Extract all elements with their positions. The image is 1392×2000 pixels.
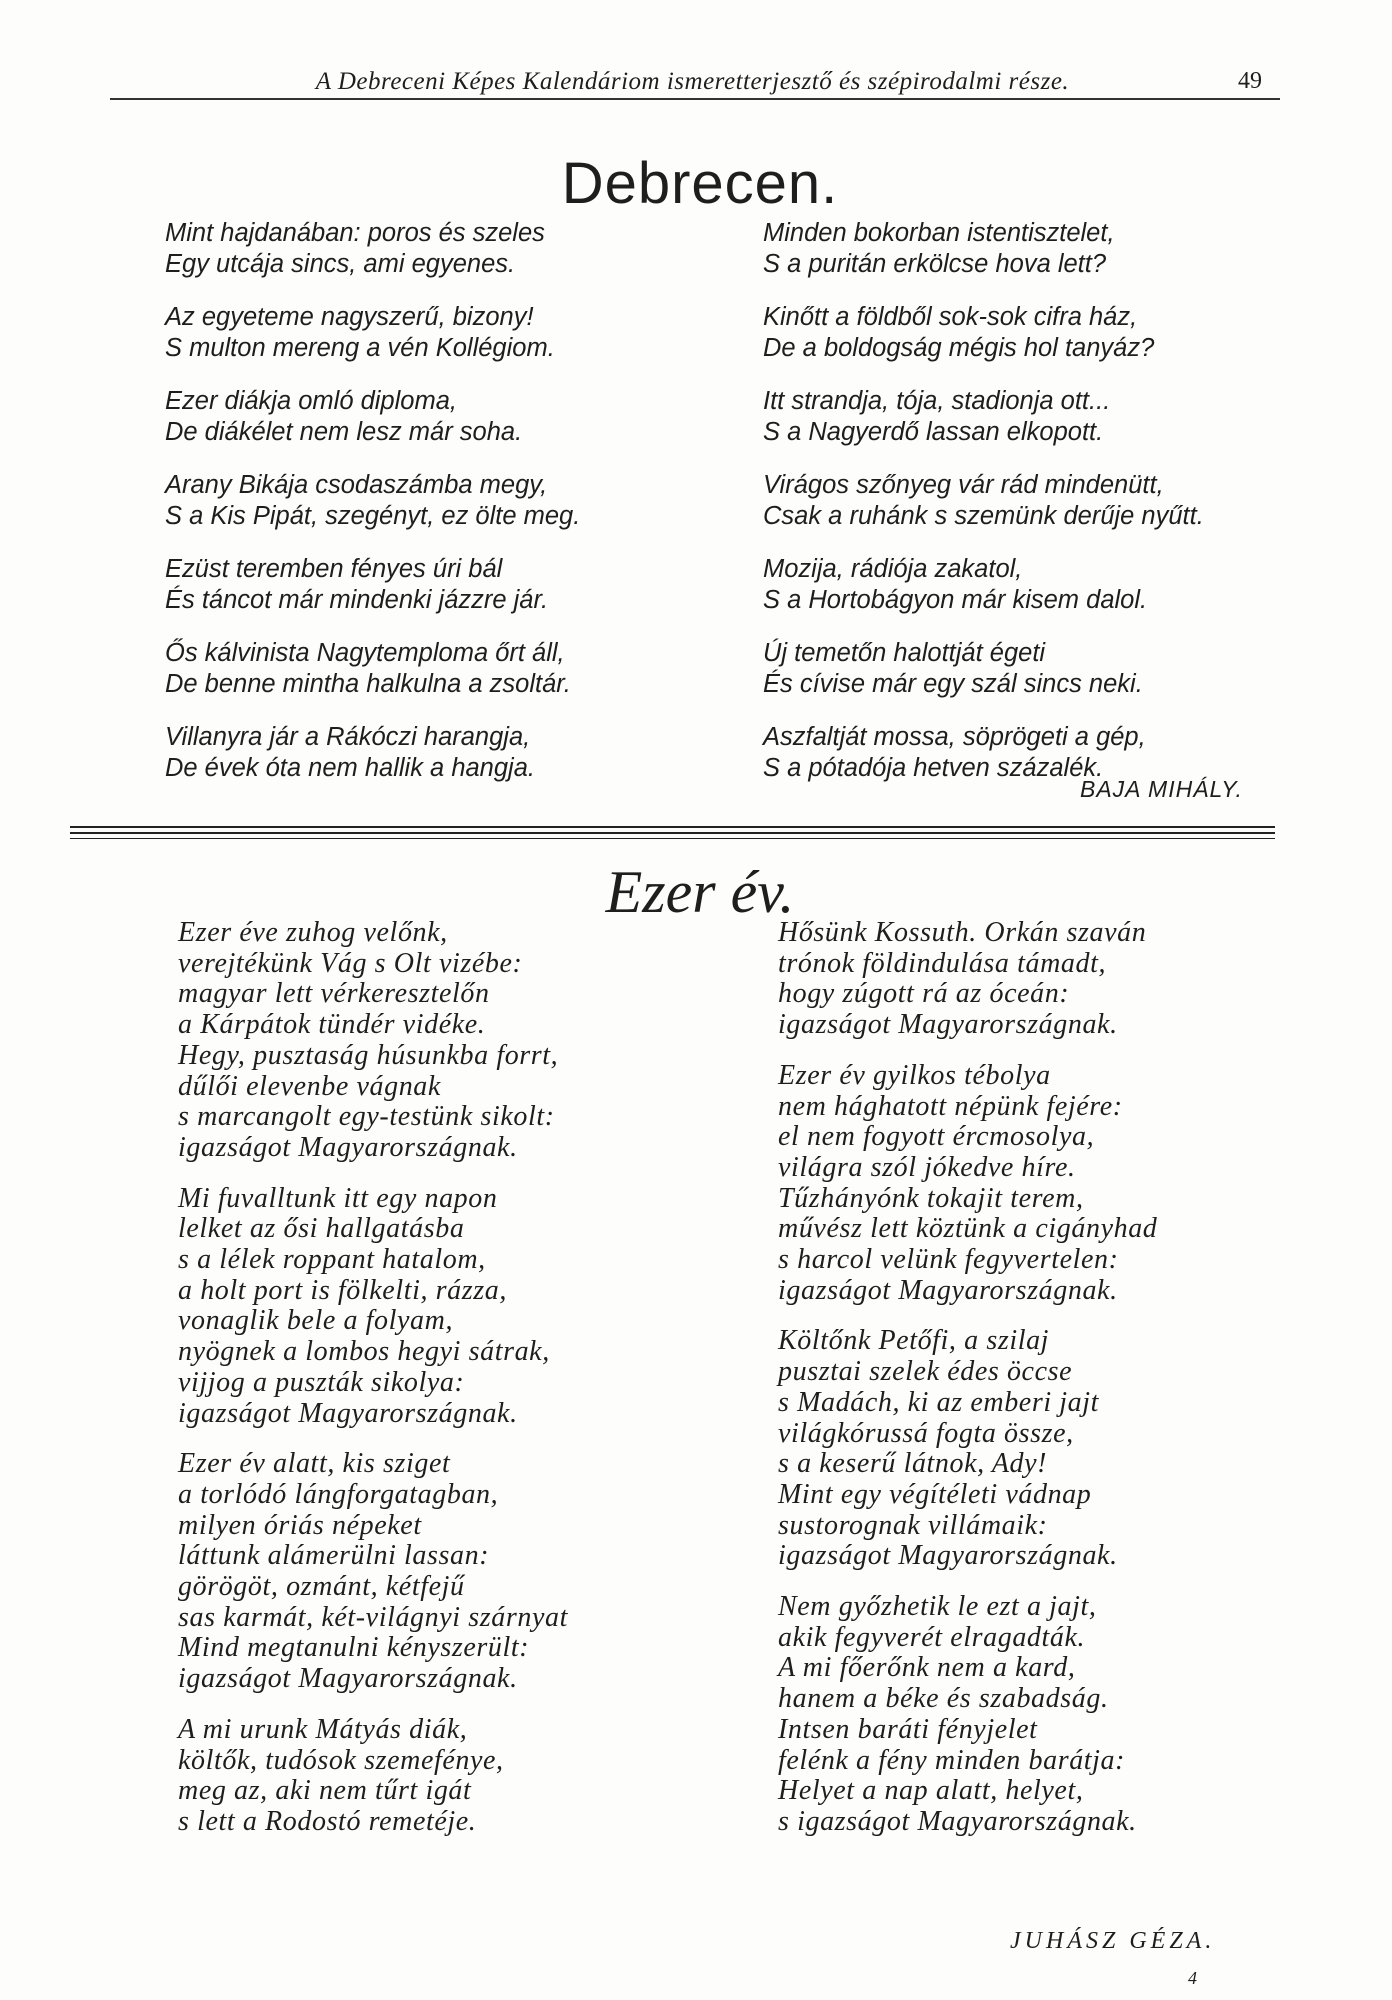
poem-line: S a pótadója hetven százalék.	[763, 754, 1104, 782]
poem-line: világra szól jókedve híre.	[778, 1151, 1076, 1183]
poem-line: Mind megtanulni kényszerült:	[178, 1632, 530, 1664]
poem-line: Költőnk Petőfi, a szilaj	[778, 1325, 1050, 1357]
poem-line: s igazságot Magyarországnak.	[778, 1805, 1137, 1837]
poem-line: nyögnek a lombos hegyi sátrak,	[178, 1336, 550, 1368]
poem-line: a holt port is fölkelti, rázza,	[178, 1274, 507, 1306]
poem-line: sustorognak villámaik:	[778, 1509, 1048, 1541]
poem-line: S a Kis Pipát, szegényt, ez ölte meg.	[165, 502, 581, 530]
poem-line: Mi fuvalltunk itt egy napon	[178, 1182, 498, 1214]
poem-line: Hegy, pusztaság húsunkba forrt,	[178, 1039, 559, 1071]
poem-line: költők, tudósok szemefénye,	[178, 1744, 504, 1776]
poem-line: akik fegyverét elragadták.	[778, 1621, 1086, 1653]
poem-line: De évek óta nem hallik a hangja.	[165, 754, 535, 782]
poem-line: Mint hajdanában: poros és szeles	[165, 219, 545, 247]
poem-line: a Kárpátok tündér vidéke.	[178, 1009, 486, 1041]
poem-line: Itt strandja, tója, stadionja ott...	[763, 387, 1111, 415]
poem-line: Arany Bikája csodaszámba megy,	[165, 471, 548, 499]
poem-line: Tűzhányónk tokajit terem,	[778, 1182, 1084, 1214]
stanza	[178, 918, 698, 1164]
stanza	[165, 302, 635, 364]
stanza	[165, 638, 635, 700]
poem-line: világkórussá fogta össze,	[778, 1417, 1074, 1449]
poem-line: hogy zúgott rá az óceán:	[778, 978, 1070, 1010]
poem-line: A mi urunk Mátyás diák,	[178, 1713, 468, 1745]
poem-line: művész lett köztünk a cigányhad	[778, 1213, 1158, 1245]
poem-line: igazságot Magyarországnak.	[178, 1397, 518, 1429]
poem-line: De benne mintha halkulna a zsoltár.	[165, 670, 571, 698]
poem-line: Mozija, rádiója zakatol,	[763, 555, 1023, 583]
poem-line: milyen óriás népeket	[178, 1509, 422, 1541]
poem-line: igazságot Magyarországnak.	[178, 1663, 518, 1695]
stanza	[763, 470, 1283, 532]
poem-line: Ezer év alatt, kis sziget	[178, 1448, 451, 1480]
poem-author: BAJA MIHÁLY.	[1080, 776, 1243, 802]
poem-line: vonaglik bele a folyam,	[178, 1305, 454, 1337]
poem-line: dűlői elevenbe vágnak	[178, 1070, 441, 1102]
divider-line	[70, 826, 1275, 828]
poem-line: Egy utcája sincs, ami egyenes.	[165, 250, 516, 278]
poem-line: S a Nagyerdő lassan elkopott.	[763, 418, 1104, 446]
poem-line: Ezer éve zuhog velőnk,	[178, 917, 448, 948]
poem-line: láttunk alámerülni lassan:	[178, 1540, 490, 1572]
stanza	[165, 470, 635, 532]
poem-line: Csak a ruhánk s szemünk derűje nyűtt.	[763, 502, 1204, 530]
poem-line: Aszfaltját mossa, söprögeti a gép,	[763, 723, 1146, 751]
poem-line: S a Hortobágyon már kisem dalol.	[763, 586, 1148, 614]
poem-line: De a boldogság mégis hol tanyáz?	[763, 334, 1155, 362]
page-number: 49	[1238, 68, 1262, 94]
stanza	[165, 218, 635, 280]
stanza	[763, 722, 1283, 784]
poem-line: Virágos szőnyeg vár rád mindenütt,	[763, 471, 1164, 499]
poem-line: Nem győzhetik le ezt a jajt,	[778, 1591, 1097, 1623]
poem-line: S multon mereng a vén Kollégiom.	[165, 334, 555, 362]
poem-line: Ős kálvinista Nagytemploma őrt áll,	[165, 639, 565, 667]
stanza	[763, 218, 1283, 280]
poem-line: s Madách, ki az emberi jajt	[778, 1386, 1100, 1418]
poem-line: És cívise már egy szál sincs neki.	[763, 670, 1143, 698]
poem-line: Új temetőn halottját égeti	[763, 639, 1046, 667]
poem-line: görögöt, ozmánt, kétfejű	[178, 1571, 465, 1603]
poem-line: S a puritán erkölcse hova lett?	[763, 250, 1107, 278]
poem-line: nem hághatott népünk fejére:	[778, 1090, 1123, 1122]
poem-line: igazságot Magyarországnak.	[778, 1540, 1118, 1572]
poem-line: igazságot Magyarországnak.	[778, 1009, 1118, 1041]
poem-line: Kinőtt a földből sok-sok cifra ház,	[763, 303, 1138, 331]
poem-line: És táncot már mindenki jázzre jár.	[165, 586, 549, 614]
poem-line: Helyet a nap alatt, helyet,	[778, 1775, 1084, 1807]
poem-line: s lett a Rodostó remetéje.	[178, 1805, 477, 1837]
poem-title: Ezer év.	[605, 859, 795, 925]
poem-line: s marcangolt egy-testünk sikolt:	[178, 1101, 555, 1133]
poem-line: verejtékünk Vág s Olt vizébe:	[178, 947, 523, 979]
poem-line: A mi főerőnk nem a kard,	[778, 1652, 1076, 1684]
poem-line: hanem a béke és szabadság.	[778, 1683, 1109, 1715]
poem-line: Minden bokorban istentisztelet,	[763, 219, 1115, 247]
poem-line: Hősünk Kossuth. Orkán szaván	[778, 917, 1147, 948]
poem-column-right	[763, 218, 1283, 806]
poem-line: trónok földindulása támadt,	[778, 947, 1107, 979]
poem-line: sas karmát, két-világnyi szárnyat	[178, 1601, 568, 1633]
stanza	[763, 638, 1283, 700]
poem-line: igazságot Magyarországnak.	[178, 1131, 518, 1163]
stanza	[165, 386, 635, 448]
poem-line: Ezüst teremben fényes úri bál	[165, 555, 503, 583]
stanza	[778, 918, 1298, 1041]
poem-column-right	[778, 918, 1298, 1858]
stanza	[763, 386, 1283, 448]
poem-line: felénk a fény minden barátja:	[778, 1744, 1126, 1776]
poem-line: Intsen baráti fényjelet	[778, 1713, 1038, 1745]
poem-author: JUHÁSZ GÉZA.	[1010, 1928, 1216, 1954]
stanza	[178, 1184, 698, 1430]
poem-line: Villanyra jár a Rákóczi harangja,	[165, 723, 531, 751]
stanza	[178, 1715, 698, 1838]
poem-line: Ezer diákja omló diploma,	[165, 387, 457, 415]
header-rule	[110, 98, 1280, 100]
stanza	[165, 554, 635, 616]
poem-title: Debrecen.	[561, 151, 839, 216]
divider-line	[70, 832, 1275, 834]
poem-line: lelket az ősi hallgatásba	[178, 1213, 465, 1245]
poem-column-left	[178, 918, 698, 1858]
stanza	[165, 722, 635, 784]
poem-line: meg az, aki nem tűrt igát	[178, 1775, 472, 1807]
poem-line: s harcol velünk fegyvertelen:	[778, 1244, 1119, 1276]
stanza	[178, 1449, 698, 1695]
poem-line: a torlódó lángforgatagban,	[178, 1478, 499, 1510]
stanza	[778, 1592, 1298, 1838]
poem-line: igazságot Magyarországnak.	[778, 1274, 1118, 1306]
poem-line: Mint egy végítéleti vádnap	[778, 1478, 1092, 1510]
stanza	[763, 302, 1283, 364]
poem-line: vijjog a puszták sikolya:	[178, 1366, 465, 1398]
poem-column-left	[165, 218, 635, 806]
stanza	[763, 554, 1283, 616]
poem-line: Ezer év gyilkos tébolya	[778, 1059, 1051, 1091]
running-header: A Debreceni Képes Kalendáriom ismeretterjesztő és szépirodalmi része.	[315, 68, 1070, 95]
stanza	[778, 1326, 1298, 1572]
poem-line: magyar lett vérkeresztelőn	[178, 978, 490, 1010]
poem-line: De diákélet nem lesz már soha.	[165, 418, 523, 446]
signature-mark: 4	[1188, 1968, 1197, 1988]
poem-line: s a keserű látnok, Ady!	[778, 1448, 1048, 1480]
poem-line: s a lélek roppant hatalom,	[178, 1244, 486, 1276]
poem-line: pusztai szelek édes öccse	[778, 1356, 1073, 1388]
poem-line: el nem fogyott ércmosolya,	[778, 1121, 1095, 1153]
poem-line: Az egyeteme nagyszerű, bizony!	[165, 303, 534, 331]
divider-line	[70, 838, 1275, 839]
stanza	[778, 1061, 1298, 1307]
